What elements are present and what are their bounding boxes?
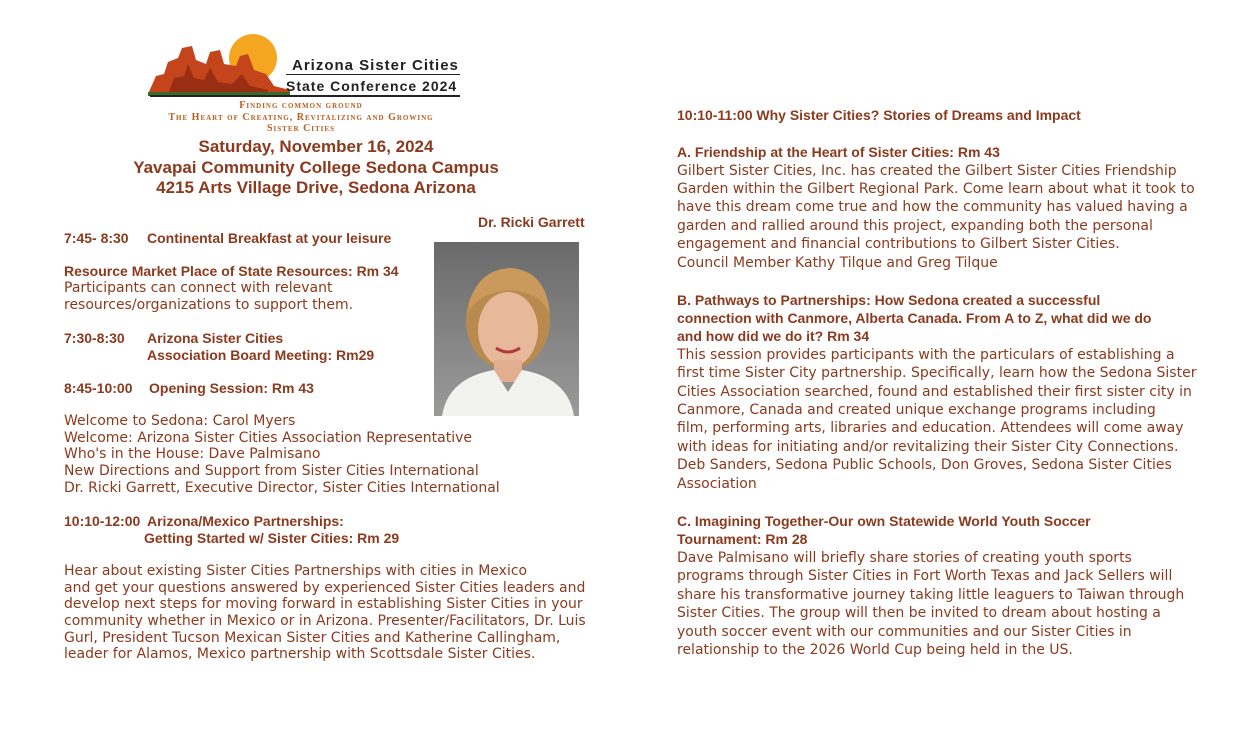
session-c-line: Dave Palmisano will briefly share stories of creating youth sports (677, 550, 1132, 566)
session-c-line: Sister Cities. The group will then be invited to dream about hosting a (677, 605, 1161, 621)
session-c-title-line: Tournament: Rm 28 (677, 531, 808, 547)
logo-divider (150, 95, 460, 97)
session-c-line: share his transformative journey taking little leaguers to Taiwan through (677, 587, 1185, 603)
speaker-photo (434, 242, 579, 416)
session-c-line: youth soccer event with our communities and our Sister Cities in (677, 624, 1132, 640)
welcome-line: Welcome: Arizona Sister Cities Association Representative (64, 430, 472, 446)
mexico-desc-line: develop next steps for moving forward in establishing Sister Cities in your (64, 596, 583, 612)
session-b-line: with ideas for initiating and/or revitalizing their Sister City Connections. (677, 439, 1179, 455)
session-a-line: Garden within the Gilbert Regional Park. Come learn about what it took to (677, 181, 1195, 197)
session-c-line: programs through Sister Cities in Fort Worth Texas and Jack Sellers will (677, 568, 1173, 584)
session-b-line: Association (677, 476, 757, 492)
session-a-title (677, 144, 1000, 161)
opening-time: 8:45-10:00 (64, 380, 133, 396)
event-address: 4215 Arts Village Drive, Sedona Arizona (156, 178, 476, 197)
session-a-line: have this dream come true and how the community has valued having a (677, 199, 1188, 215)
logo-title-line1: Arizona Sister Cities (292, 57, 459, 74)
welcome-line: Dr. Ricki Garrett, Executive Director, Sister Cities International (64, 480, 500, 496)
logo-tagline-2: The Heart of Creating, Revitalizing and Growing (168, 112, 434, 123)
market-line: Participants can connect with relevant (64, 280, 333, 296)
welcome-line: New Directions and Support from Sister Cities International (64, 463, 479, 479)
session-b-title-line: and how did we do it? Rm 34 (677, 328, 870, 344)
opening-title: Opening Session: Rm 43 (149, 380, 314, 396)
photo-caption: Dr. Ricki Garrett (478, 214, 585, 230)
breakfast-time: 7:45- 8:30 (64, 230, 129, 246)
welcome-line: Welcome to Sedona: Carol Myers (64, 413, 296, 429)
board-line2: Association Board Meeting: Rm29 (147, 347, 375, 363)
session-b-line: Deb Sanders, Sedona Public Schools, Don Groves, Sedona Sister Cities (677, 457, 1172, 473)
session-c-line: relationship to the 2026 World Cup being held in the US. (677, 642, 1073, 658)
session-b-line: film, performing arts, libraries and education. Attendees will come away (677, 420, 1184, 436)
logo-title-line2: State Conference 2024 (286, 78, 458, 94)
logo-tagline-3: Sister Cities (267, 123, 335, 134)
session-b-line: Cities Association searched, found and established their first sister city in (677, 384, 1192, 400)
session-b-title-text: . Pathways to Partnerships: How Sedona created a successful (687, 292, 1101, 308)
mexico-line1: Arizona/Mexico Partnerships: (147, 513, 344, 529)
session-c-title-text: . Imagining Together-Our own Statewide World Youth Soccer (687, 513, 1091, 529)
market-title: Resource Market Place of State Resources: Rm 34 (64, 263, 399, 279)
session-c-title-line1 (677, 513, 1091, 530)
board-time: 7:30-8:30 (64, 330, 125, 346)
session-b-line: first time Sister City partnership. Specifically, learn how the Sedona Sister (677, 365, 1197, 381)
session-b-title-line1 (677, 292, 1100, 309)
mexico-desc-line: community whether in Mexico or in Arizona. Presenter/Facilitators, Dr. Luis (64, 613, 586, 629)
event-date: Saturday, November 16, 2024 (198, 137, 434, 156)
market-line: resources/organizations to support them. (64, 297, 354, 313)
mexico-desc-line: leader for Alamos, Mexico partnership with Scottsdale Sister Cities. (64, 646, 536, 662)
board-line1: Arizona Sister Cities (147, 330, 284, 346)
logo-tagline-1: Finding common ground (239, 100, 363, 111)
mexico-desc-line: Gurl, President Tucson Mexican Sister Cities and Katherine Callingham, (64, 630, 561, 646)
session-a-line: engagement and financial contributions to Gilbert Sister Cities. (677, 236, 1120, 252)
mexico-time: 10:10-12:00 (64, 513, 141, 529)
red-rocks-sun-logo-icon (148, 34, 290, 96)
breakfast-title: Continental Breakfast at your leisure (147, 230, 392, 246)
mexico-desc-line: Hear about existing Sister Cities Partnerships with cities in Mexico (64, 563, 528, 579)
session-c-letter: C (677, 513, 688, 529)
mexico-line2: Getting Started w/ Sister Cities: Rm 29 (144, 530, 400, 546)
session-a-line: Council Member Kathy Tilque and Greg Tilque (677, 255, 998, 271)
event-venue: Yavapai Community College Sedona Campus (133, 158, 499, 177)
mexico-desc-line: and get your questions answered by experienced Sister Cities leaders and (64, 580, 586, 596)
session-b-letter: B (677, 292, 688, 308)
session-b-line: Canmore, Canada and created unique exchange programs including (677, 402, 1156, 418)
logo-rule (286, 74, 460, 75)
session-a-title-text: . Friendship at the Heart of Sister Cities: Rm 43 (687, 144, 1000, 160)
session-a-letter: A (677, 144, 688, 160)
session-a-line: garden and rallied around this project, expanding both the personal (677, 218, 1153, 234)
welcome-line: Who's in the House: Dave Palmisano (64, 446, 321, 462)
stories-heading: 10:10-11:00 Why Sister Cities? Stories of Dreams and Impact (677, 107, 1081, 123)
session-a-line: Gilbert Sister Cities, Inc. has created the Gilbert Sister Cities Friendship (677, 163, 1177, 179)
session-b-line: This session provides participants with the particulars of establishing a (677, 347, 1175, 363)
session-b-title-line: connection with Canmore, Alberta Canada. From A to Z, what did we do (677, 310, 1152, 326)
